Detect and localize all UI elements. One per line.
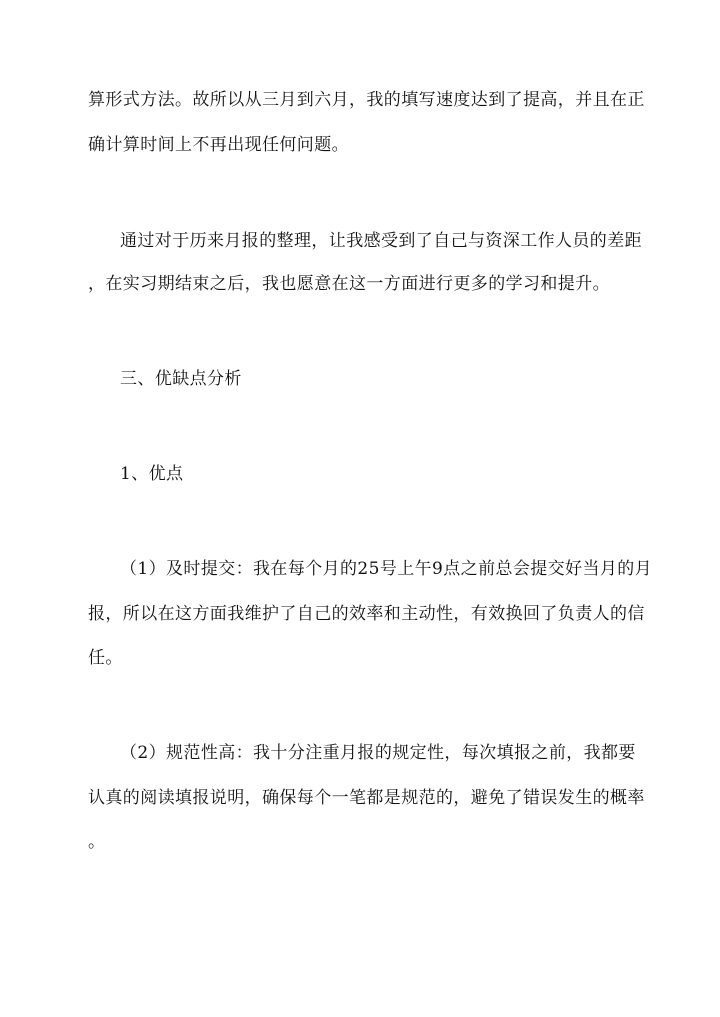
item-1-line-1: （1）及时提交：我在每个月的25号上午9点之前总会提交好当月的月 [120, 559, 653, 579]
paragraph-1-line-2: 确计算时间上不再出现任何问题。 [88, 135, 349, 155]
paragraph-1-line-1: 算形式方法。故所以从三月到六月，我的填写速度达到了提高，并且在正 [88, 90, 645, 110]
item-1-line-2: 报，所以在这方面我维护了自己的效率和主动性，有效换回了负责人的信 [88, 604, 645, 624]
item-1-line-3: 任。 [88, 648, 123, 668]
section-heading: 三、优缺点分析 [120, 369, 242, 389]
item-2-line-3: 。 [88, 832, 106, 852]
item-2-line-1: （2）规范性高：我十分注重月报的规定性，每次填报之前，我都要 [120, 743, 636, 763]
subheading-advantages: 1、优点 [120, 464, 184, 484]
paragraph-2-line-2: ，在实习期结束之后，我也愿意在这一方面进行更多的学习和提升。 [88, 274, 610, 294]
paragraph-2-line-1: 通过对于历来月报的整理，让我感受到了自己与资深工作人员的差距 [120, 231, 642, 251]
item-2-line-2: 认真的阅读填报说明，确保每个一笔都是规范的，避免了错误发生的概率 [88, 788, 645, 808]
